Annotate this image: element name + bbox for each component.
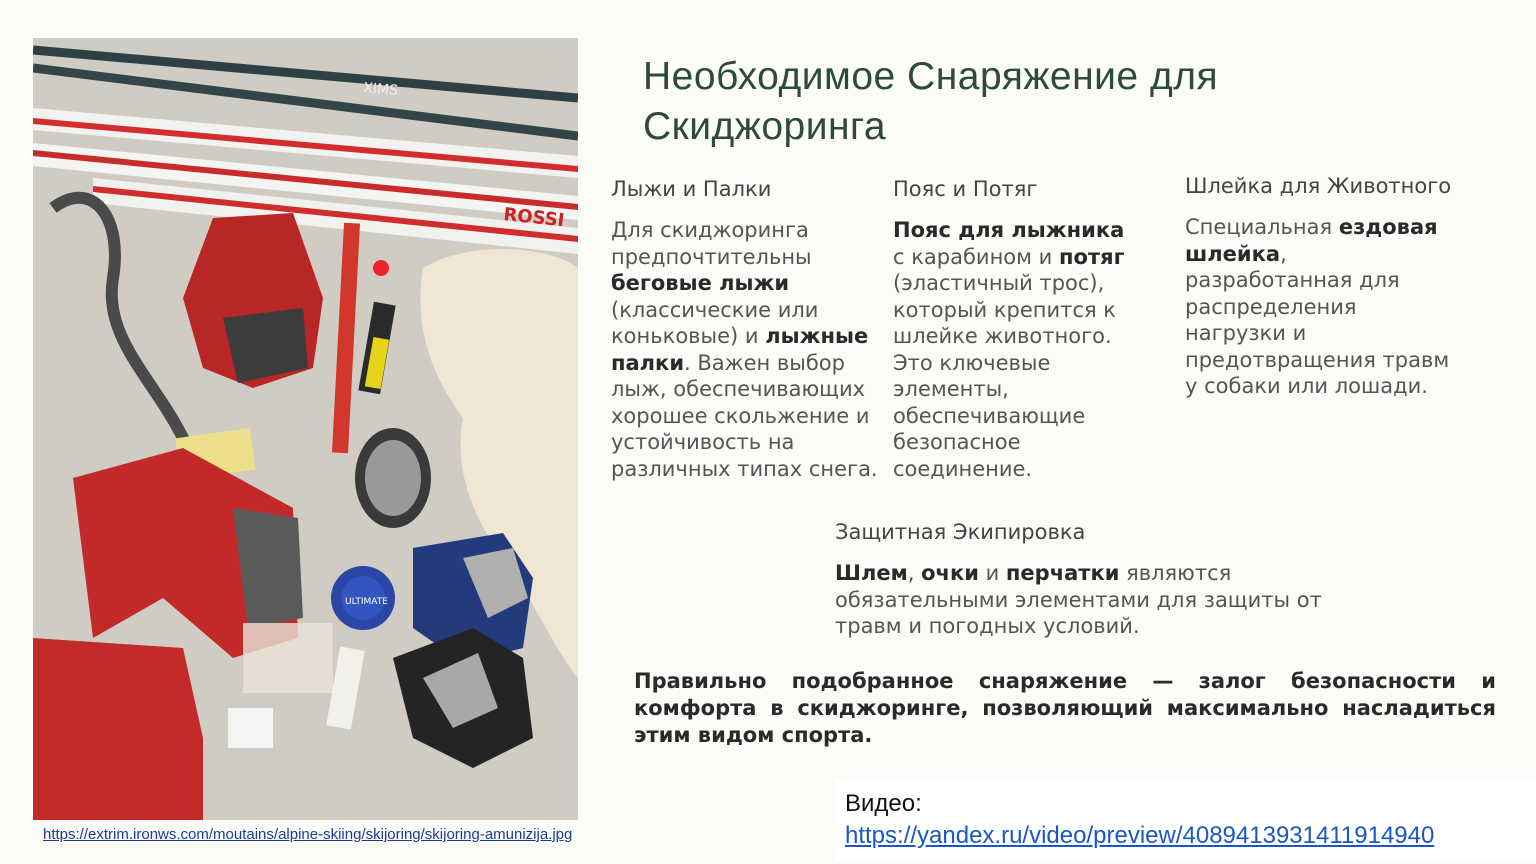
section-skis-poles <box>611 177 881 482</box>
emphasis-text: Пояс для лыжника <box>893 218 1125 242</box>
video-label: Видео: <box>845 790 922 817</box>
emphasis-text: ездовая шлейка <box>1185 215 1438 266</box>
body-text: являются обязательными элементами для защиты от травм и погодных условий. <box>835 561 1322 638</box>
body-text: Специальная <box>1185 215 1339 239</box>
section-protective-gear <box>835 520 1335 640</box>
section-body <box>1185 214 1460 400</box>
svg-text:XIMS: XIMS <box>362 80 399 100</box>
section-body <box>893 217 1133 482</box>
section-harness <box>1185 174 1460 400</box>
equipment-photo <box>33 38 578 820</box>
body-text: . Важен выбор лыж, обеспечивающих хорошее скольжение и устойчивость на различных типах снега. <box>611 350 878 481</box>
video-link[interactable]: https://yandex.ru/video/preview/4089413931411914940 <box>845 822 1435 849</box>
section-body <box>611 217 881 482</box>
body-text: , <box>907 561 922 585</box>
section-belt-towline <box>893 177 1133 482</box>
svg-text:ULTIMATE: ULTIMATE <box>345 597 388 607</box>
section-heading: Защитная Экипировка <box>835 520 1086 544</box>
image-source-link[interactable]: https://extrim.ironws.com/moutains/alpine-skiing/skijoring/skijoring-amunizija.jpg <box>43 826 573 843</box>
section-heading: Шлейка для Животного <box>1185 174 1452 198</box>
body-text: с карабином и <box>893 244 1059 269</box>
emphasis-text: очки <box>921 561 979 585</box>
body-text: , разработанная для распределения нагрузки и предотвращения травм у собаки или лошади. <box>1185 241 1450 398</box>
equipment-photo-illustration <box>33 38 578 820</box>
emphasis-text: беговые лыжи <box>611 271 790 295</box>
emphasis-text: Шлем <box>835 561 908 585</box>
emphasis-text: потяг <box>1059 244 1125 269</box>
summary-text: Правильно подобранное снаряжение — залог безопасности и комфорта в скиджоринге, позволяющий максимально насладиться этим видом спорта. <box>634 669 1496 747</box>
section-heading: Лыжи и Палки <box>611 177 772 201</box>
body-text: и <box>978 561 1006 585</box>
video-box <box>836 780 1536 860</box>
section-body <box>835 560 1335 640</box>
emphasis-text: лыжные палки <box>611 324 869 375</box>
emphasis-text: перчатки <box>1005 561 1120 585</box>
slide-title: Необходимое Снаряжение для Скиджоринга <box>643 55 1219 148</box>
body-text: Для скиджоринга предпочтительны <box>611 218 812 269</box>
svg-text:ROSSI: ROSSI <box>502 204 566 232</box>
body-text: (эластичный трос), который крепится к шлейке животного. Это ключевые элементы, обеспечивающие безопасное соединение. <box>893 271 1116 481</box>
body-text: (классические или коньковые) и <box>611 297 819 348</box>
section-heading: Пояс и Потяг <box>893 177 1038 201</box>
first-aid-kit <box>243 623 333 693</box>
jacket <box>33 638 203 820</box>
